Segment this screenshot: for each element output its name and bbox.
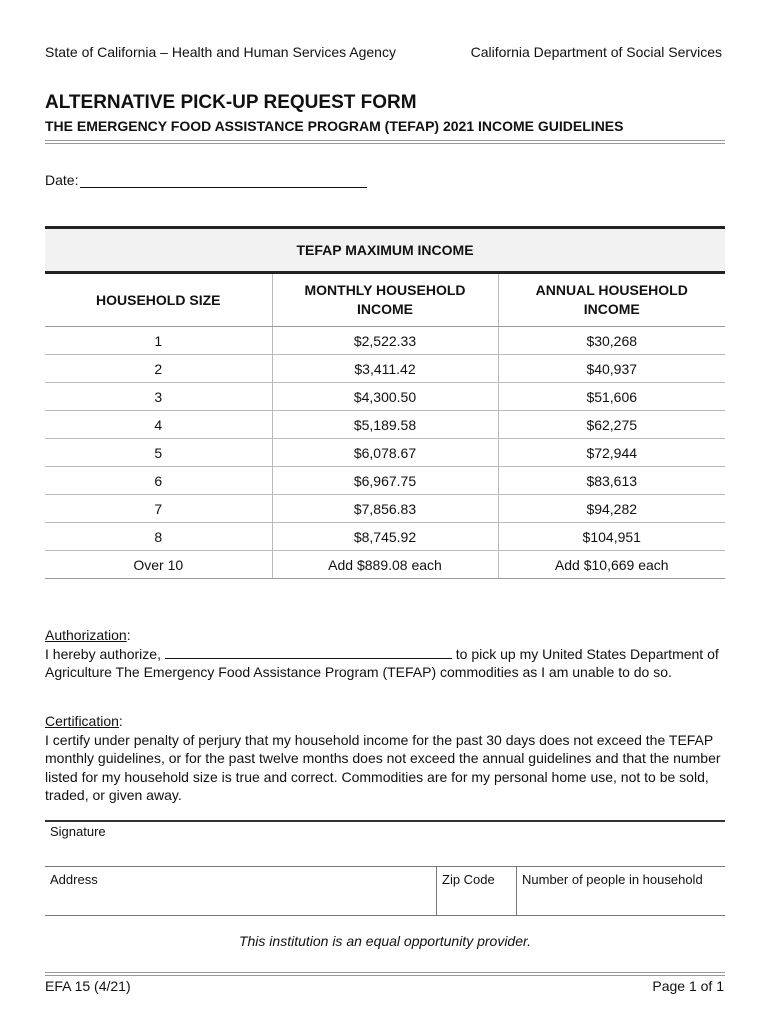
annual-income-cell: $83,613: [498, 467, 725, 495]
monthly-income-cell: $6,078.67: [272, 439, 498, 467]
income-guidelines-table: [45, 226, 725, 579]
table-row: [45, 439, 725, 467]
monthly-income-cell: $4,300.50: [272, 383, 498, 411]
annual-income-cell: $40,937: [498, 355, 725, 383]
annual-income-cell: $51,606: [498, 383, 725, 411]
table-caption: TEFAP MAXIMUM INCOME: [45, 228, 725, 273]
address-label: Address: [50, 872, 98, 887]
address-row: [45, 866, 725, 916]
page-number: Page 1 of 1: [652, 978, 724, 994]
monthly-income-cell: $2,522.33: [272, 327, 498, 355]
annual-income-cell: $94,282: [498, 495, 725, 523]
authorization-text-before: I hereby authorize,: [45, 645, 165, 662]
table-row: [45, 411, 725, 439]
date-label: Date:: [45, 172, 79, 188]
date-field[interactable]: [80, 187, 367, 188]
annual-income-cell: $104,951: [498, 523, 725, 551]
certification-colon: :: [118, 713, 123, 729]
department-header: California Department of Social Services: [470, 44, 722, 60]
annual-header-line2: INCOME: [583, 301, 640, 317]
household-count-field[interactable]: [516, 867, 726, 915]
certification-section: [45, 712, 725, 805]
authorization-heading: Authorization: [45, 627, 127, 643]
annual-income-cell: $30,268: [498, 327, 725, 355]
annual-income-cell: Add $10,669 each: [498, 551, 725, 579]
address-field[interactable]: [45, 867, 436, 915]
footer-divider: [45, 972, 725, 976]
table-row: [45, 327, 725, 355]
table-row: [45, 467, 725, 495]
agency-header: State of California – Health and Human Services Agency: [45, 44, 396, 60]
monthly-header-line1: MONTHLY HOUSEHOLD: [304, 282, 466, 298]
table-row: [45, 551, 725, 579]
annual-header-line1: ANNUAL HOUSEHOLD: [535, 282, 688, 298]
monthly-income-cell: $8,745.92: [272, 523, 498, 551]
certification-heading: Certification: [45, 713, 119, 729]
table-row: [45, 523, 725, 551]
household-size-cell: 6: [45, 467, 272, 495]
monthly-header-line2: INCOME: [357, 301, 413, 317]
authorization-text-after: to pick up my United States Department of Agriculture The Emergency Food Assistance Program (TEFAP) commodities as I am unable to do so.: [45, 645, 719, 680]
signature-field[interactable]: [45, 820, 725, 868]
annual-income-cell: $72,944: [498, 439, 725, 467]
household-size-cell: 5: [45, 439, 272, 467]
household-size-cell: 3: [45, 383, 272, 411]
household-size-cell: Over 10: [45, 551, 272, 579]
form-subtitle: THE EMERGENCY FOOD ASSISTANCE PROGRAM (TEFAP) 2021 INCOME GUIDELINES: [45, 118, 624, 134]
column-header-annual-income: [498, 273, 725, 327]
signature-label: Signature: [50, 824, 106, 839]
title-divider: [45, 140, 725, 144]
certification-text: I certify under penalty of perjury that my household income for the past 30 days does not exceed the TEFAP monthly guidelines, or for the past twelve months does not exceed the annual guidelines and that the number listed for my household size is true and correct. Commodities are for my personal home use, not to be sold, traded, or given away.: [45, 731, 721, 803]
column-header-monthly-income: [272, 273, 498, 327]
monthly-income-cell: $5,189.58: [272, 411, 498, 439]
household-count-label: Number of people in household: [522, 872, 703, 887]
authorized-person-field[interactable]: [165, 645, 452, 659]
form-number: EFA 15 (4/21): [45, 978, 131, 994]
table-row: [45, 495, 725, 523]
zip-code-label: Zip Code: [442, 872, 495, 887]
household-size-cell: 7: [45, 495, 272, 523]
zip-code-field[interactable]: [436, 867, 517, 915]
monthly-income-cell: $6,967.75: [272, 467, 498, 495]
form-title: ALTERNATIVE PICK-UP REQUEST FORM: [45, 92, 417, 113]
monthly-income-cell: $7,856.83: [272, 495, 498, 523]
monthly-income-cell: $3,411.42: [272, 355, 498, 383]
monthly-income-cell: Add $889.08 each: [272, 551, 498, 579]
household-size-cell: 4: [45, 411, 272, 439]
authorization-section: [45, 626, 725, 682]
household-size-cell: 8: [45, 523, 272, 551]
household-size-cell: 1: [45, 327, 272, 355]
column-header-household-size: HOUSEHOLD SIZE: [45, 273, 272, 327]
table-row: [45, 355, 725, 383]
household-size-cell: 2: [45, 355, 272, 383]
authorization-colon: :: [126, 627, 131, 643]
equal-opportunity-statement: This institution is an equal opportunity provider.: [238, 933, 532, 949]
table-row: [45, 383, 725, 411]
annual-income-cell: $62,275: [498, 411, 725, 439]
